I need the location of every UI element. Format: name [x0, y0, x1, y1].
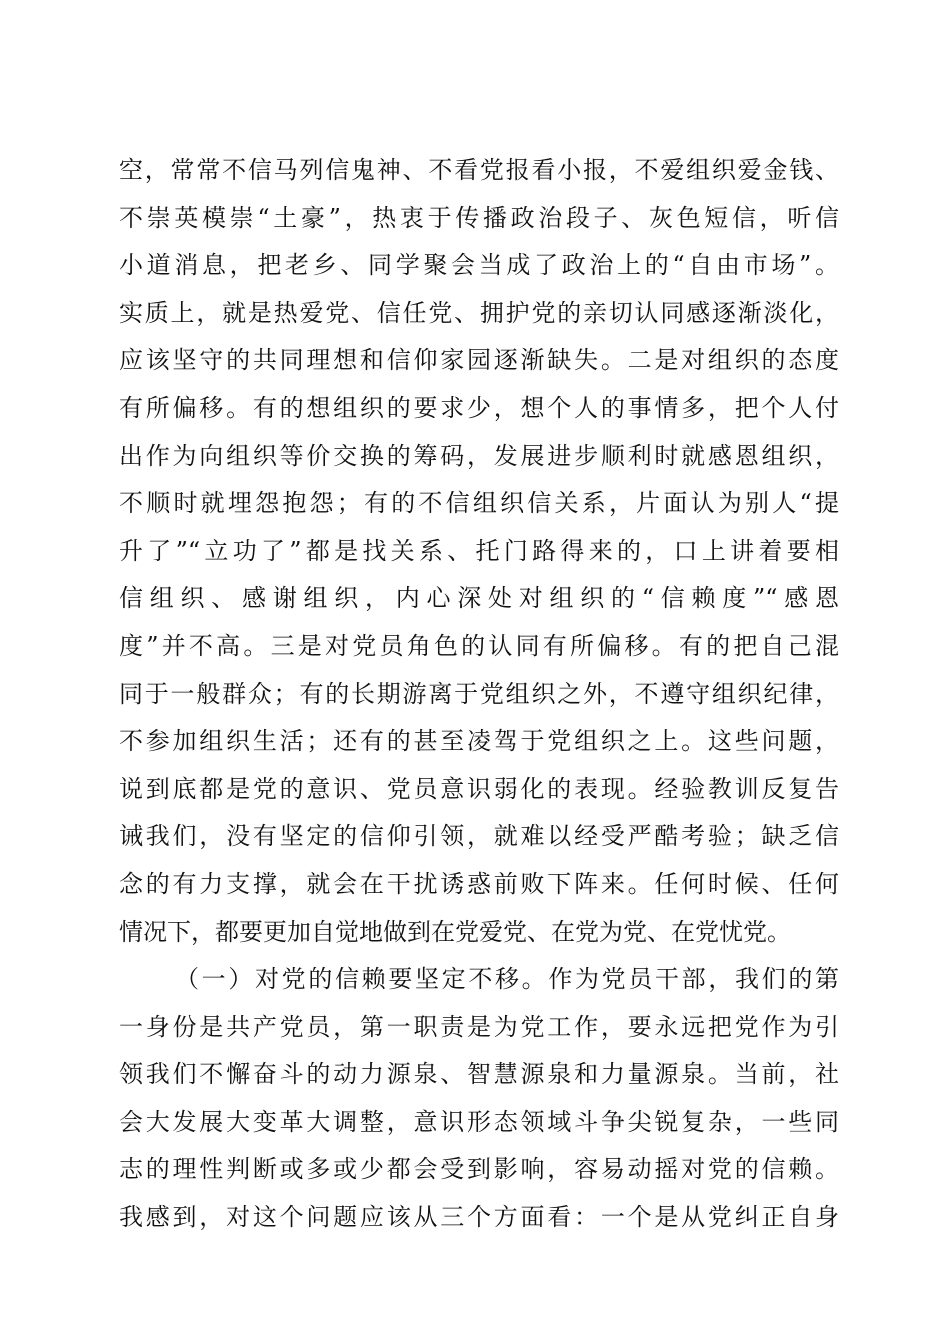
paragraph-line: 度”并不高。三是对党员角色的认同有所偏移。有的把自己混 [119, 631, 839, 660]
paragraph-line: 不顺时就埋怨抱怨；有的不信组织信关系，片面认为别人“提 [119, 489, 839, 518]
paragraph-line: （一）对党的信赖要坚定不移。作为党员干部，我们的第 [175, 965, 839, 994]
paragraph-line: 说到底都是党的意识、党员意识弱化的表现。经验教训反复告 [119, 774, 839, 803]
paragraph-1 [119, 147, 839, 956]
paragraph-line: 我感到，对这个问题应该从三个方面看：一个是从党纠正自身 [119, 1203, 839, 1232]
paragraph-line: 领我们不懈奋斗的动力源泉、智慧源泉和力量源泉。当前，社 [119, 1060, 839, 1089]
paragraph-line: 不参加组织生活；还有的甚至凌驾于党组织之上。这些问题， [119, 727, 839, 756]
paragraph-line: 志的理性判断或多或少都会受到影响，容易动摇对党的信赖。 [119, 1155, 839, 1184]
paragraph-line: 实质上，就是热爱党、信任党、拥护党的亲切认同感逐渐淡化， [119, 298, 839, 327]
paragraph-line: 情况下，都要更加自觉地做到在党爱党、在党为党、在党忧党。 [119, 917, 791, 946]
paragraph-line: 会大发展大变革大调整，意识形态领域斗争尖锐复杂，一些同 [119, 1107, 839, 1136]
paragraph-line: 一身份是共产党员，第一职责是为党工作，要永远把党作为引 [119, 1012, 839, 1041]
paragraph-line: 出作为向组织等价交换的筹码，发展进步顺利时就感恩组织， [119, 441, 839, 470]
document-body [119, 147, 839, 1242]
paragraph-line: 升了”“立功了”都是找关系、托门路得来的，口上讲着要相 [119, 536, 839, 565]
paragraph-2 [119, 956, 839, 1242]
paragraph-line: 有所偏移。有的想组织的要求少，想个人的事情多，把个人付 [119, 393, 839, 422]
paragraph-line: 念的有力支撑，就会在干扰诱惑前败下阵来。任何时候、任何 [119, 869, 839, 898]
paragraph-line: 不崇英模崇“土豪”，热衷于传播政治段子、灰色短信，听信 [119, 203, 839, 232]
paragraph-line: 空，常常不信马列信鬼神、不看党报看小报，不爱组织爱金钱、 [119, 156, 839, 184]
paragraph-line: 信组织、感谢组织，内心深处对组织的“信赖度”“感恩 [119, 584, 839, 613]
paragraph-line: 诫我们，没有坚定的信仰引领，就难以经受严酷考验；缺乏信 [119, 822, 839, 851]
paragraph-line: 应该坚守的共同理想和信仰家园逐渐缺失。二是对组织的态度 [119, 346, 839, 375]
paragraph-line: 小道消息，把老乡、同学聚会当成了政治上的“自由市场”。 [119, 251, 839, 280]
paragraph-line: 同于一般群众；有的长期游离于党组织之外，不遵守组织纪律， [119, 679, 839, 708]
